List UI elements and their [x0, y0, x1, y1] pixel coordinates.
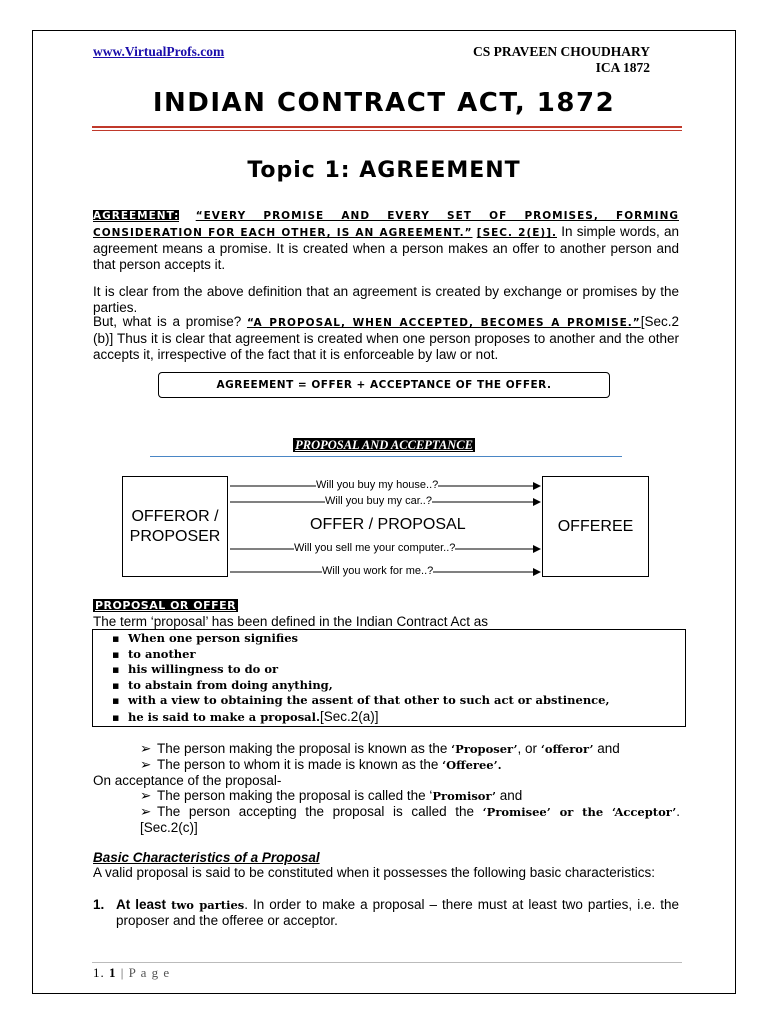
agreement-equation: AGREEMENT = OFFER + ACCEPTANCE OF THE OFFER. [158, 372, 610, 398]
definition-item: ▪ his willingness to do or [112, 662, 610, 678]
definition-item: ▪ he is said to make a proposal.[Sec.2(a)] [112, 709, 610, 726]
offer-proposal-label: OFFER / PROPOSAL [310, 516, 466, 533]
acceptance-intro: On acceptance of the proposal- [93, 773, 282, 788]
page-number: 1 [109, 965, 117, 980]
proposal-heading: PROPOSAL OR OFFER [95, 599, 237, 612]
definition-item: ▪ When one person signifies [112, 631, 610, 647]
basic-item-number: 1. [93, 897, 105, 912]
arrow-label-1: Will you buy my house..? [316, 479, 439, 491]
agreement-rest: In simple words, an agreement means a promise. It is created when a person makes an offer to another person and that person accepts it. [93, 224, 679, 272]
agreement-section: [SEC. 2(E)]. [476, 227, 557, 239]
offeree-label: OFFEREE [557, 517, 634, 535]
page-footer [93, 965, 170, 981]
role-item-offeree: ➢ The person to whom it is made is known as the ‘Offeree’. [140, 757, 680, 773]
author-block [473, 44, 650, 76]
website-link[interactable]: www.VirtualProfs.com [93, 44, 225, 59]
diagram-title: PROPOSAL AND ACCEPTANCE [295, 438, 473, 452]
role-item-promisor: ➢ The person making the proposal is called the ‘Promisor’ and [140, 788, 680, 804]
diagram-title-wrap [0, 436, 768, 454]
agreement-definition: “EVERY PROMISE AND EVERY SET OF PROMISES, FORMING CONSIDERATION FOR EACH OTHER, IS AN AGREEMENT.” [93, 210, 679, 239]
roles-list-1 [140, 741, 680, 773]
definition-list [112, 631, 610, 726]
role-item-promisee: ➢ The person accepting the proposal is called the ‘Promisee’ or the ‘Acceptor’.[Sec.2(c)] [140, 804, 680, 836]
basic-item-1: 1. At least two parties. In order to make a proposal – there must at least two parties, i.e. the proposer and the offeree or acceptor. [93, 897, 679, 928]
arrow-label-3: Will you sell me your computer..? [294, 542, 456, 554]
proposal-intro: The term ‘proposal’ has been defined in the Indian Contract Act as [93, 614, 488, 629]
arrow-label-4: Will you work for me..? [322, 565, 434, 577]
offeror-label: OFFEROR / PROPOSER [129, 507, 221, 545]
promise-lead: But, what is a promise? [93, 314, 247, 329]
page-label: | P a g e [116, 965, 171, 980]
promise-paragraph [93, 314, 679, 363]
offeree-box [542, 476, 649, 577]
arrow-label-2: Will you buy my car..? [325, 495, 432, 507]
author-name: CS PRAVEEN CHOUDHARY [472, 44, 650, 59]
act-code: ICA 1872 [595, 60, 650, 75]
footer-rule [92, 962, 682, 963]
page-title: INDIAN CONTRACT ACT, 1872 [152, 88, 616, 118]
footer-prefix: 1. [93, 965, 109, 980]
promise-rest: Thus it is clear that agreement is created when one person proposes to another and the other accepts it, irrespective of the fact that it is enforceable by law or not. [93, 331, 679, 362]
promise-section: [Sec.2 (b)] [93, 314, 679, 346]
roles-list-2 [140, 788, 680, 836]
offeror-box [122, 476, 228, 577]
agreement-paragraph [93, 207, 679, 273]
definition-item: ▪ to abstain from doing anything, [112, 678, 610, 694]
basic-heading: Basic Characteristics of a Proposal [93, 850, 320, 865]
agreement-label: AGREEMENT: [93, 210, 180, 222]
basic-intro: A valid proposal is said to be constituted when it possesses the following basic characteristics: [93, 865, 656, 880]
exchange-paragraph: It is clear from the above definition that an agreement is created by exchange or promises by the parties. [93, 284, 679, 315]
title-rule [92, 126, 682, 131]
definition-item: ▪ to another [112, 647, 610, 663]
arrows-diagram [228, 476, 542, 577]
role-item-proposer: ➢ The person making the proposal is known as the ‘Proposer’, or ‘offeror’ and [140, 741, 680, 757]
definition-item: ▪ with a view to obtaining the assent of that other to such act or abstinence, [112, 693, 610, 709]
topic-title: Topic 1: AGREEMENT [247, 158, 521, 183]
promise-quote: “A PROPOSAL, WHEN ACCEPTED, BECOMES A PROMISE.” [246, 317, 641, 329]
diagram-rule [150, 456, 622, 457]
